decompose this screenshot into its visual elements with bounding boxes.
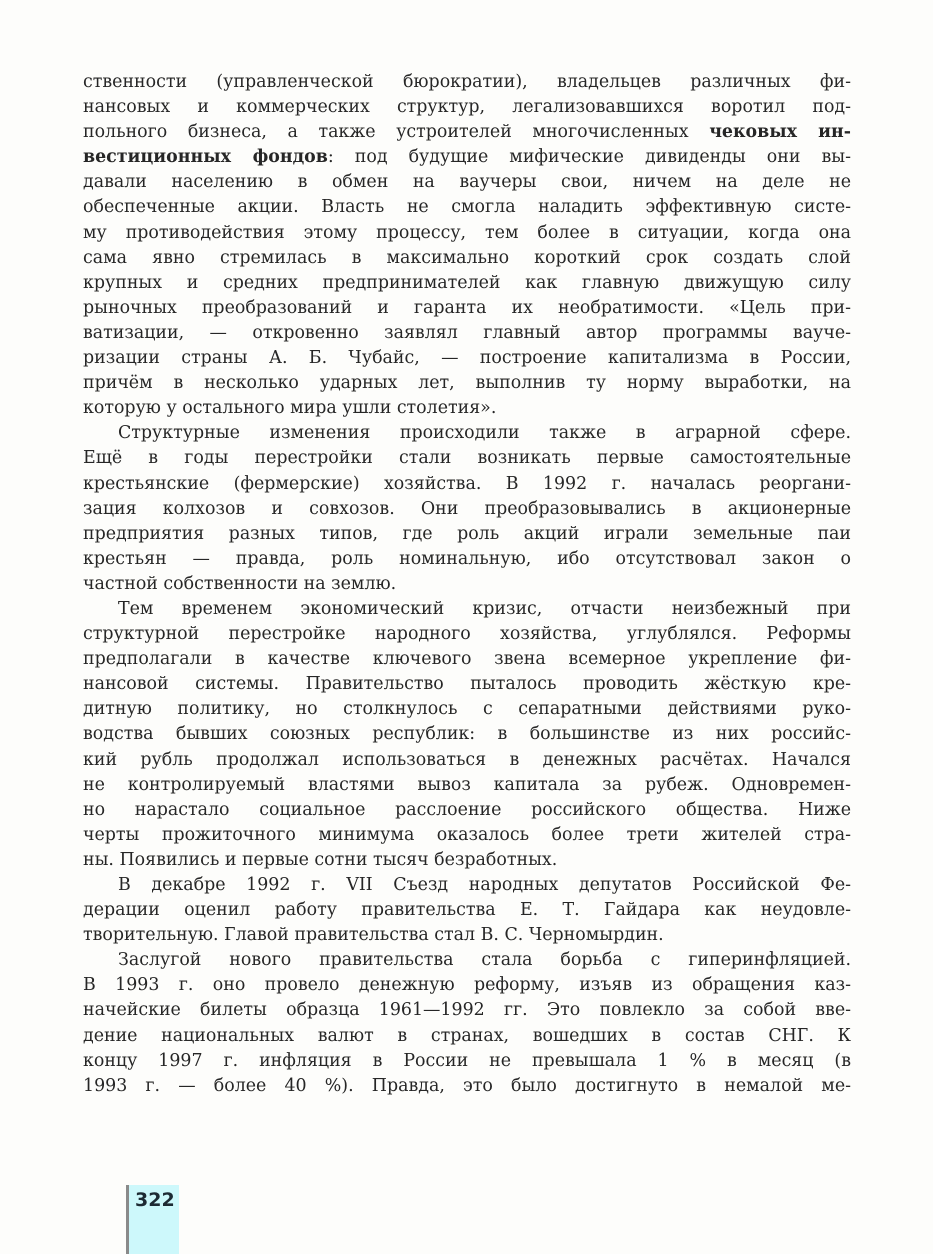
text-segment: Заслугой нового правительства стала борьба с гиперинфляцией. bbox=[118, 950, 851, 971]
text-line bbox=[83, 647, 851, 672]
text-line bbox=[83, 823, 851, 848]
text-line bbox=[83, 522, 851, 547]
text-line bbox=[83, 346, 851, 371]
text-segment: нансовой системы. Правительство пыталось проводить жёсткую кре- bbox=[83, 674, 851, 695]
text-line bbox=[83, 396, 851, 421]
text-segment: сама явно стремилась в максимально короткий срок создать слой bbox=[83, 247, 851, 268]
text-line bbox=[83, 597, 851, 622]
text-segment: начейские билеты образца 1961—1992 гг. Это повлекло за собой вве- bbox=[83, 1000, 851, 1021]
text-line bbox=[83, 271, 851, 296]
text-line bbox=[83, 873, 851, 898]
text-line bbox=[83, 1049, 851, 1074]
text-line bbox=[83, 923, 851, 948]
text-segment: структурной перестройке народного хозяйства, углублялся. Реформы bbox=[83, 624, 851, 645]
text-line bbox=[83, 622, 851, 647]
text-line bbox=[83, 371, 851, 396]
text-segment: крупных и средних предпринимателей как главную движущую силу bbox=[83, 272, 851, 293]
text-line bbox=[83, 497, 851, 522]
text-line bbox=[83, 748, 851, 773]
text-segment: : под будущие мифические дивиденды они вы- bbox=[327, 147, 851, 168]
text-line bbox=[83, 973, 851, 998]
text-segment: но нарастало социальное расслоение российского общества. Ниже bbox=[83, 799, 851, 820]
text-line bbox=[83, 672, 851, 697]
text-line bbox=[83, 1024, 851, 1049]
text-line bbox=[83, 246, 851, 271]
text-line bbox=[83, 446, 851, 471]
paragraph bbox=[83, 421, 851, 597]
text-line bbox=[83, 572, 851, 597]
text-segment: водства бывших союзных республик: в большинстве из них российс- bbox=[83, 724, 851, 745]
text-segment: обеспеченные акции. Власть не смогла наладить эффективную систе- bbox=[83, 197, 851, 218]
text-segment: которую у остального мира ушли столетия». bbox=[83, 398, 497, 419]
bold-term: чековых ин- bbox=[709, 122, 851, 143]
text-line bbox=[83, 722, 851, 747]
text-line bbox=[83, 221, 851, 246]
text-line bbox=[83, 195, 851, 220]
text-segment: рыночных преобразований и гаранта их необратимости. «Цель при- bbox=[83, 297, 851, 318]
paragraph bbox=[83, 597, 851, 873]
text-segment: Тем временем экономический кризис, отчасти неизбежный при bbox=[118, 598, 851, 619]
text-segment: Структурные изменения происходили также в аграрной сфере. bbox=[118, 423, 851, 444]
text-segment: ватизации, — откровенно заявлял главный автор программы ваучe- bbox=[83, 322, 851, 343]
paragraph bbox=[83, 948, 851, 1099]
text-segment: Ещё в годы перестройки стали возникать первые самостоятельные bbox=[83, 448, 851, 469]
text-segment: крестьян — правда, роль номинальную, ибо отсутствовал закон о bbox=[83, 548, 851, 569]
text-segment: дитную политику, но столкнулось с сепаратными действиями руко- bbox=[83, 699, 851, 720]
text-segment: предприятия разных типов, где роль акций играли земельные паи bbox=[83, 523, 851, 544]
page-number: 322 bbox=[135, 1189, 175, 1211]
text-segment: дерации оценил работу правительства Е. Т. Гайдара как неудовле- bbox=[83, 900, 851, 921]
text-line bbox=[83, 1074, 851, 1099]
text-segment: 1993 г. — более 40 %). Правда, это было достигнуто в немалой ме- bbox=[83, 1075, 851, 1096]
text-segment: давали населению в обмен на ваучеры свои, ничем на деле не bbox=[83, 172, 851, 193]
text-line bbox=[83, 898, 851, 923]
bold-term: вестиционных фондов bbox=[83, 147, 328, 168]
text-line bbox=[83, 95, 851, 120]
text-segment: му противодействия этому процессу, тем более в ситуации, когда она bbox=[83, 222, 851, 243]
text-segment: ственности (управленческой бюрократии), владельцев различных фи- bbox=[83, 72, 851, 92]
text-segment: ны. Появились и первые сотни тысяч безработных. bbox=[83, 849, 558, 870]
text-line bbox=[83, 120, 851, 145]
text-line bbox=[83, 848, 851, 873]
text-line bbox=[83, 798, 851, 823]
text-line bbox=[83, 170, 851, 195]
text-segment: черты прожиточного минимума оказалось более трети жителей стра- bbox=[83, 824, 851, 845]
text-segment: польного бизнеса, а также устроителей многочисленных bbox=[83, 122, 710, 143]
text-segment: причём в несколько ударных лет, выполнив ту норму выработки, на bbox=[83, 373, 851, 394]
text-segment: крестьянские (фермерские) хозяйства. В 1992 г. началась реоргани- bbox=[83, 473, 851, 494]
text-segment: дение национальных валют в странах, вошедших в состав СНГ. К bbox=[83, 1025, 851, 1046]
text-segment: зация колхозов и совхозов. Они преобразовывались в акционерные bbox=[83, 498, 851, 519]
paragraph bbox=[83, 873, 851, 948]
text-line bbox=[83, 70, 851, 95]
paragraph bbox=[83, 70, 851, 421]
text-segment: В 1993 г. оно провело денежную реформу, изъяв из обращения каз- bbox=[83, 975, 851, 996]
text-segment: частной собственности на землю. bbox=[83, 573, 397, 594]
text-line bbox=[83, 948, 851, 973]
text-line bbox=[83, 697, 851, 722]
body-text bbox=[83, 70, 851, 1099]
text-segment: ризации страны А. Б. Чубайс, — построение капитализма в России, bbox=[83, 348, 851, 369]
text-line bbox=[83, 773, 851, 798]
text-line bbox=[83, 472, 851, 497]
text-segment: нансовых и коммерческих структур, легализовавшихся воротил под- bbox=[83, 97, 851, 118]
text-segment: не контролируемый властями вывоз капитала за рубеж. Одновремен- bbox=[83, 774, 851, 795]
page-number-tab bbox=[126, 1185, 179, 1254]
text-line bbox=[83, 145, 851, 170]
text-segment: концу 1997 г. инфляция в России не превышала 1 % в месяц (в bbox=[83, 1050, 851, 1071]
text-line bbox=[83, 321, 851, 346]
text-line bbox=[83, 998, 851, 1023]
text-line bbox=[83, 296, 851, 321]
text-segment: предполагали в качестве ключевого звена всемерное укрепление фи- bbox=[83, 649, 851, 670]
text-line bbox=[83, 547, 851, 572]
text-segment: В декабре 1992 г. VII Съезд народных депутатов Российской Фе- bbox=[118, 875, 851, 895]
text-line bbox=[83, 421, 851, 446]
text-segment: кий рубль продолжал использоваться в денежных расчётах. Начался bbox=[83, 749, 851, 770]
text-segment: творительную. Главой правительства стал В. С. Черномырдин. bbox=[83, 925, 664, 946]
